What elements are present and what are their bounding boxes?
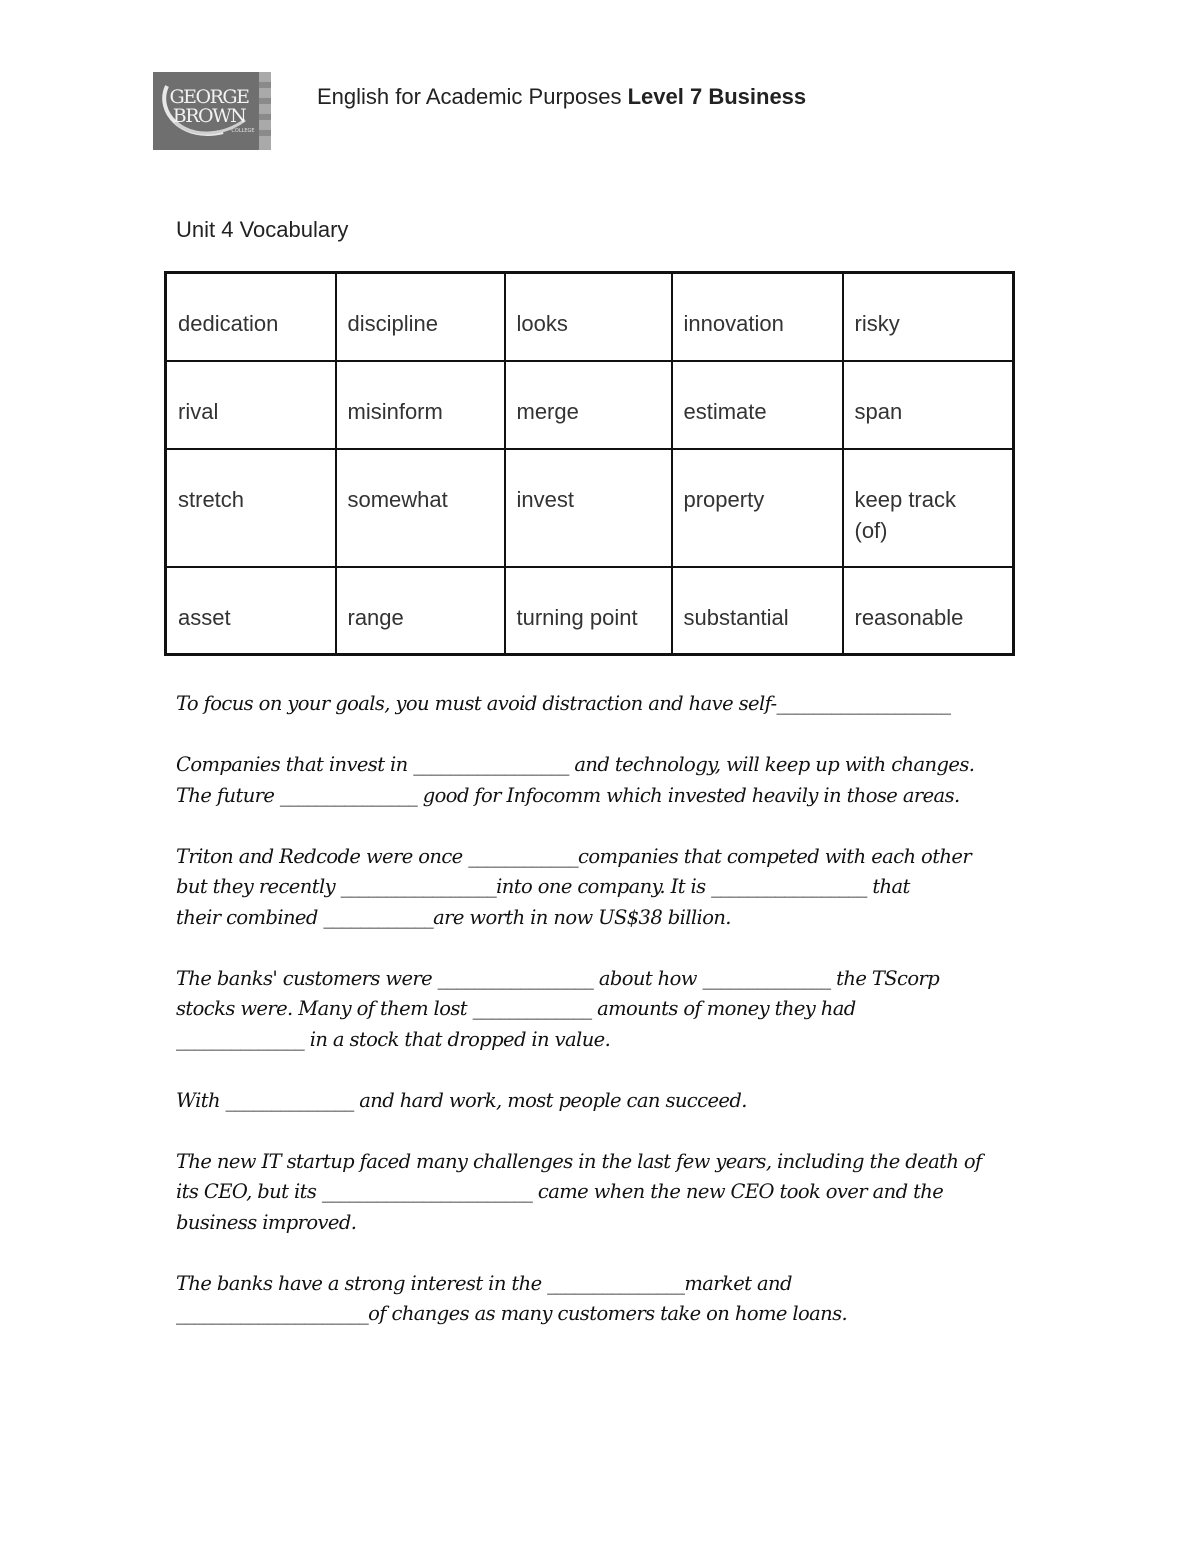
- sentence-line: Companies that invest in _________________ and technology, will keep up with changes.: [176, 753, 975, 776]
- sentence-line: The banks' customers were _________________ about how ______________ the TScorp: [176, 966, 940, 990]
- vocab-cell: range: [336, 567, 505, 655]
- sentence-line: but they recently _________________into one company. It is _________________ that: [176, 875, 910, 898]
- logo-word-george: GEORGE: [169, 86, 249, 108]
- vocab-cell: span: [843, 361, 1014, 449]
- vocab-cell: property: [672, 449, 843, 567]
- unit-title: Unit 4 Vocabulary: [176, 217, 349, 242]
- sentence-1: [176, 689, 1036, 720]
- vocab-cell: substantial: [672, 567, 843, 655]
- vocab-cell: reasonable: [843, 567, 1014, 655]
- vocab-cell-keep-track: [843, 449, 1014, 567]
- vocab-cell: somewhat: [336, 449, 505, 567]
- vocab-cell: risky: [843, 273, 1014, 361]
- sentence-line: their combined ____________are worth in now US$38 billion.: [176, 905, 731, 929]
- sentence-line: The banks have a strong interest in the _______________market and: [176, 1271, 792, 1295]
- college-logo: [153, 72, 271, 150]
- sentence-line: The new IT startup faced many challenges in the last few years, including the death of: [176, 1149, 982, 1173]
- sentence-4: [176, 964, 1036, 1056]
- vocab-cell: discipline: [336, 273, 505, 361]
- vocab-term-suffix: (of): [854, 517, 888, 543]
- vocab-cell: turning point: [505, 567, 672, 655]
- logo-word-brown: BROWN: [172, 105, 246, 127]
- vocab-cell: dedication: [166, 273, 336, 361]
- vocab-cell: merge: [505, 361, 672, 449]
- course-title-regular: English for Academic Purposes: [317, 84, 628, 109]
- table-row: [166, 273, 1014, 361]
- vocab-term: keep track: [854, 486, 956, 512]
- sentence-line: _____________________of changes as many customers take on home loans.: [176, 1302, 848, 1325]
- vocabulary-table: [164, 271, 1015, 656]
- sentence-line: stocks were. Many of them lost _____________ amounts of money they had: [176, 997, 856, 1020]
- sentence-line: business improved.: [176, 1210, 357, 1234]
- sentence-2: [176, 750, 1036, 811]
- sentence-line: The future _______________ good for Infocomm which invested heavily in those areas.: [176, 783, 960, 807]
- logo-word-college: COLLEGE: [231, 128, 255, 134]
- course-title-level: Level 7 Business: [627, 84, 807, 109]
- vocab-cell: stretch: [166, 449, 336, 567]
- sentence-line: Triton and Redcode were once ____________companies that competed with each other: [176, 844, 972, 868]
- sentence-6: [176, 1147, 1036, 1239]
- vocab-cell: misinform: [336, 361, 505, 449]
- sentence-line: its CEO, but its _______________________ came when the new CEO took over and the: [176, 1180, 944, 1203]
- vocab-cell: rival: [166, 361, 336, 449]
- table-row: [166, 567, 1014, 655]
- table-row: [166, 361, 1014, 449]
- sentence-line: To focus on your goals, you must avoid distraction and have self-___________________: [176, 692, 951, 715]
- vocab-cell: invest: [505, 449, 672, 567]
- sentence-7: [176, 1269, 1036, 1330]
- course-title: [317, 84, 806, 110]
- table-row: [166, 449, 1014, 567]
- sentence-line: With ______________ and hard work, most people can succeed.: [176, 1088, 747, 1112]
- vocab-cell: estimate: [672, 361, 843, 449]
- fill-in-sentences: [176, 689, 1036, 1360]
- sentence-3: [176, 842, 1036, 934]
- vocab-cell: asset: [166, 567, 336, 655]
- vocab-cell: looks: [505, 273, 672, 361]
- sentence-5: [176, 1086, 1036, 1117]
- sentence-line: ______________ in a stock that dropped in value.: [176, 1027, 611, 1051]
- vocab-cell: innovation: [672, 273, 843, 361]
